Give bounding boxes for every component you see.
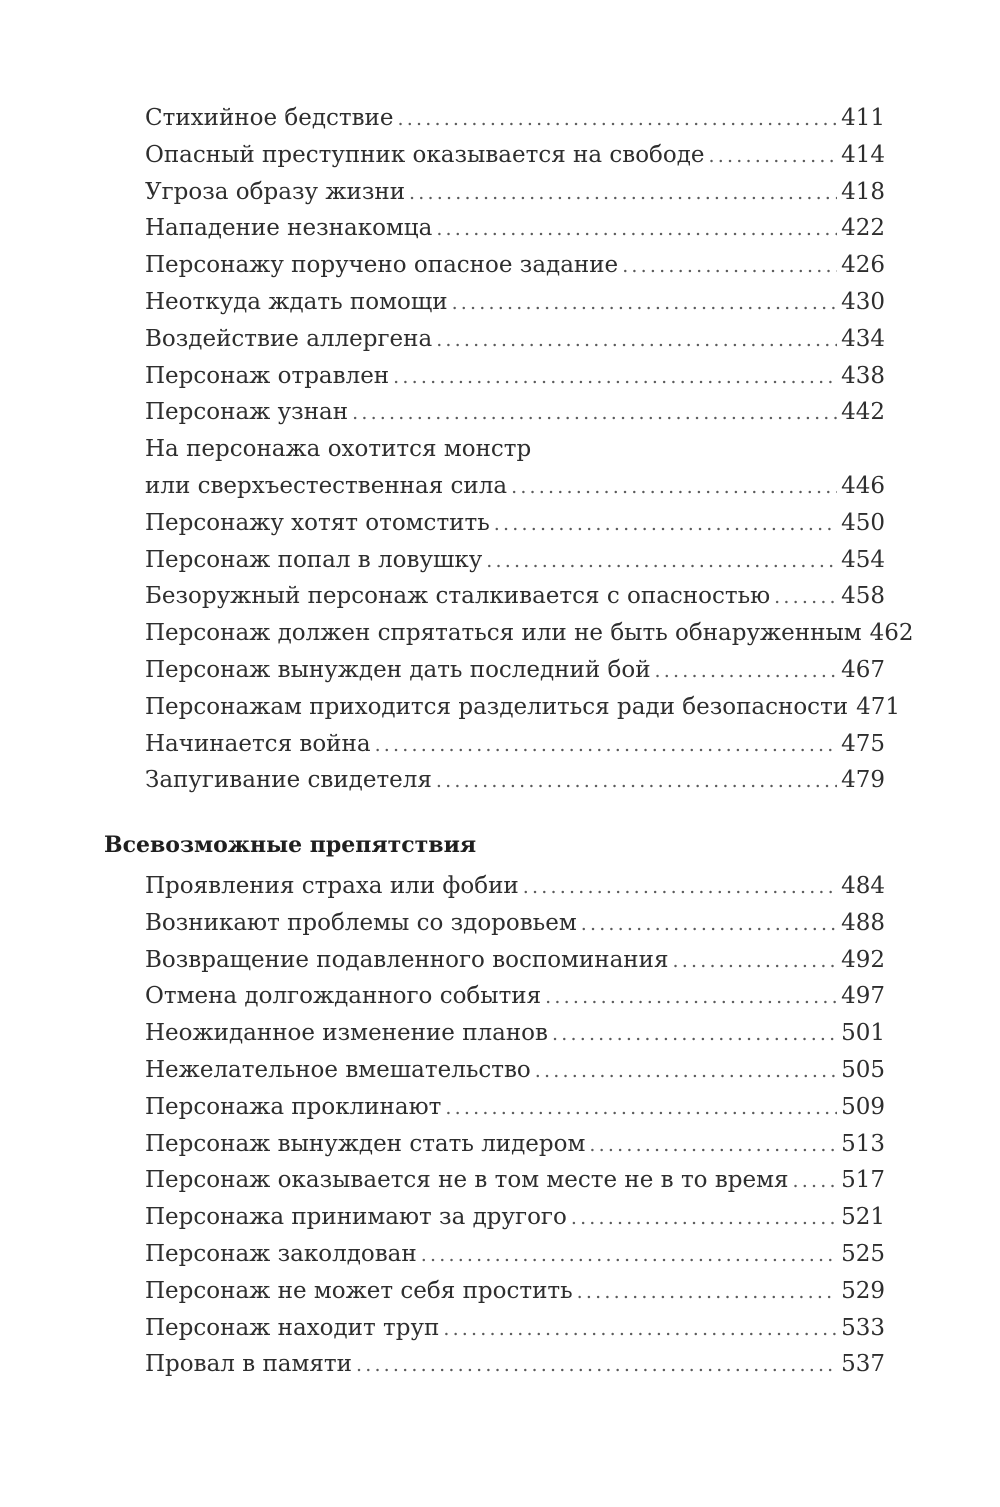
dot-leader <box>445 1090 837 1127</box>
toc-entry-title: Персонажа принимают за другого <box>145 1204 567 1231</box>
toc-entry-page: 446 <box>841 472 885 499</box>
dot-leader <box>552 1016 837 1053</box>
dot-leader <box>494 506 837 543</box>
toc-entry[interactable] <box>145 726 885 763</box>
toc-entry-title: Неожиданное изменение планов <box>145 1020 548 1047</box>
toc-entry-page: 533 <box>841 1314 885 1341</box>
dot-leader <box>709 138 838 175</box>
toc-entry-title: Персонажу хотят отомстить <box>145 509 490 536</box>
toc-entry[interactable] <box>145 137 885 174</box>
toc-entry-title: Возвращение подавленного воспоминания <box>145 946 669 973</box>
toc-entry-page: 411 <box>841 105 885 131</box>
dot-leader <box>443 1311 837 1348</box>
dot-leader <box>535 1053 837 1090</box>
toc-entry-title: Персонажа проклинают <box>145 1093 442 1120</box>
toc-entry-title: Персонажам приходится разделиться ради безопасности <box>145 693 849 720</box>
toc-entry-title: Возникают проблемы со здоровьем <box>145 909 577 936</box>
dot-leader <box>774 579 837 616</box>
toc-entry[interactable] <box>145 284 885 321</box>
toc-entry[interactable] <box>145 247 885 284</box>
dot-leader <box>452 285 838 322</box>
toc-entry-page: 509 <box>841 1093 885 1120</box>
toc-entry-page: 525 <box>841 1240 885 1267</box>
toc-entry-page: 529 <box>841 1277 885 1304</box>
toc-entry-page: 442 <box>841 399 885 426</box>
toc-entry-page: 462 <box>869 620 914 647</box>
toc-entry-page: 521 <box>841 1204 885 1231</box>
toc-entry-title: Персонаж заколдован <box>145 1240 417 1267</box>
dot-leader <box>545 979 837 1016</box>
dot-leader <box>393 359 837 396</box>
toc-entry-page: 426 <box>841 252 885 279</box>
toc-entry[interactable] <box>145 431 885 505</box>
dot-leader <box>672 943 837 980</box>
toc-entry[interactable] <box>145 1089 885 1126</box>
toc-entry-title: Персонаж отравлен <box>145 362 390 389</box>
toc-entry-page: 467 <box>841 656 885 683</box>
toc-entry-page: 475 <box>841 730 885 757</box>
dot-leader <box>375 727 838 764</box>
toc-entry-page: 484 <box>841 873 885 899</box>
toc-entry-title: Персонаж должен спрятаться или не быть обнаруженным <box>145 620 862 647</box>
toc-entry-page: 488 <box>841 909 885 936</box>
toc-entry[interactable] <box>145 100 885 137</box>
dot-leader <box>523 869 837 906</box>
toc-entry[interactable] <box>145 174 885 211</box>
toc-entry-title: Персонаж вынужден стать лидером <box>145 1130 586 1157</box>
dot-leader <box>352 395 837 432</box>
toc-entry[interactable] <box>145 762 885 799</box>
toc-entry-page: 492 <box>841 946 885 973</box>
dot-leader <box>577 1274 837 1311</box>
toc-entry-page: 454 <box>841 546 885 573</box>
toc-entry[interactable] <box>145 505 885 542</box>
dot-leader <box>793 1163 838 1200</box>
toc-entry-title: Безоружный персонаж сталкивается с опасностью <box>145 583 771 610</box>
dot-leader <box>436 211 837 248</box>
dot-leader <box>511 469 837 506</box>
toc-entry[interactable] <box>145 615 914 652</box>
toc-entry[interactable] <box>145 905 885 942</box>
toc-entry-page: 438 <box>841 362 885 389</box>
toc-entry-title: Начинается война <box>145 730 371 757</box>
toc-entry[interactable] <box>145 321 885 358</box>
toc-entry-title: Угроза образу жизни <box>145 178 406 205</box>
toc-entry[interactable] <box>145 1052 885 1089</box>
toc-entry[interactable] <box>145 978 885 1015</box>
toc-entry-title: Отмена долгожданного события <box>145 983 542 1010</box>
toc-entry[interactable] <box>145 1273 885 1310</box>
toc-entry-page: 434 <box>841 325 885 352</box>
toc-entry-page: 537 <box>841 1351 885 1378</box>
toc-entry-title: Персонаж узнан <box>145 399 349 426</box>
toc-entry-title: Нежелательное вмешательство <box>145 1056 531 1083</box>
toc-entry-page: 513 <box>841 1130 885 1157</box>
toc-entry-title-line2: или сверхъестественная сила <box>145 472 508 499</box>
toc-entry[interactable] <box>145 1162 885 1199</box>
toc-entry[interactable] <box>145 942 885 979</box>
toc-entry-page: 418 <box>841 178 885 205</box>
toc-entry[interactable] <box>145 652 885 689</box>
dot-leader <box>622 248 837 285</box>
dot-leader <box>581 906 837 943</box>
toc-entry-page: 505 <box>841 1056 885 1083</box>
toc-entry-page: 501 <box>841 1020 885 1047</box>
toc-entry-page: 422 <box>841 215 885 242</box>
toc-entry-page: 414 <box>841 141 885 168</box>
toc-entry-page: 517 <box>841 1167 885 1194</box>
toc-entry-title: Проявления страха или фобии <box>145 873 519 899</box>
toc-entry[interactable] <box>145 1126 885 1163</box>
toc-entry-page: 430 <box>841 288 885 315</box>
toc-entry[interactable] <box>145 1310 885 1347</box>
dot-leader <box>589 1127 837 1164</box>
toc-entry-title: Опасный преступник оказывается на свободе <box>145 141 705 168</box>
toc-entry[interactable] <box>145 210 885 247</box>
dot-leader <box>356 1347 837 1384</box>
toc-entry-title: Персонаж вынужден дать последний бой <box>145 656 651 683</box>
toc-entry[interactable] <box>145 358 885 395</box>
toc-entry[interactable] <box>145 1236 885 1273</box>
toc-entry[interactable] <box>145 578 885 615</box>
toc-entry-title: Персонаж не может себя простить <box>145 1277 573 1304</box>
dot-leader <box>486 543 837 580</box>
toc-entry-title: Провал в памяти <box>145 1351 352 1378</box>
toc-entry[interactable] <box>145 542 885 579</box>
toc-entry-title: Персонаж попал в ловушку <box>145 546 483 573</box>
toc-entry-title: Неоткуда ждать помощи <box>145 288 448 315</box>
toc-entry[interactable] <box>145 1199 885 1236</box>
toc-block-obstacles <box>0 822 1000 1383</box>
toc-entry-title: Персонаж находит труп <box>145 1314 440 1341</box>
toc-entry-title: Персонажу поручено опасное задание <box>145 252 619 279</box>
dot-leader <box>436 763 837 800</box>
toc-entry-page: 471 <box>856 693 901 720</box>
toc-block-continued <box>0 100 1000 799</box>
dot-leader <box>571 1200 837 1237</box>
toc-entry-title: Воздействие аллергена <box>145 325 433 352</box>
dot-leader <box>398 101 838 138</box>
toc-entry[interactable] <box>145 394 885 431</box>
toc-entry-title: Запугивание свидетеля <box>145 767 432 794</box>
toc-entry-page: 450 <box>841 509 885 536</box>
toc-entry[interactable] <box>145 868 885 905</box>
toc-entry[interactable] <box>145 1346 885 1383</box>
toc-entry-title: Стихийное бедствие <box>145 105 394 131</box>
toc-entry-title: Персонаж оказывается не в том месте не в то время <box>145 1167 789 1194</box>
toc-entry[interactable] <box>145 1015 885 1052</box>
dot-leader <box>436 322 837 359</box>
dot-leader <box>421 1237 837 1274</box>
toc-entry[interactable] <box>145 689 901 726</box>
dot-leader <box>409 175 837 212</box>
dot-leader <box>655 653 838 690</box>
toc-entry-title-line1: На персонажа охотится монстр <box>145 436 532 463</box>
toc-entry-page: 497 <box>841 983 885 1010</box>
toc-entry-page: 458 <box>841 583 885 610</box>
section-heading[interactable]: Всевозможные препятствия <box>104 832 477 858</box>
toc-entry-title: Нападение незнакомца <box>145 215 433 242</box>
toc-entry-page: 479 <box>841 767 885 794</box>
